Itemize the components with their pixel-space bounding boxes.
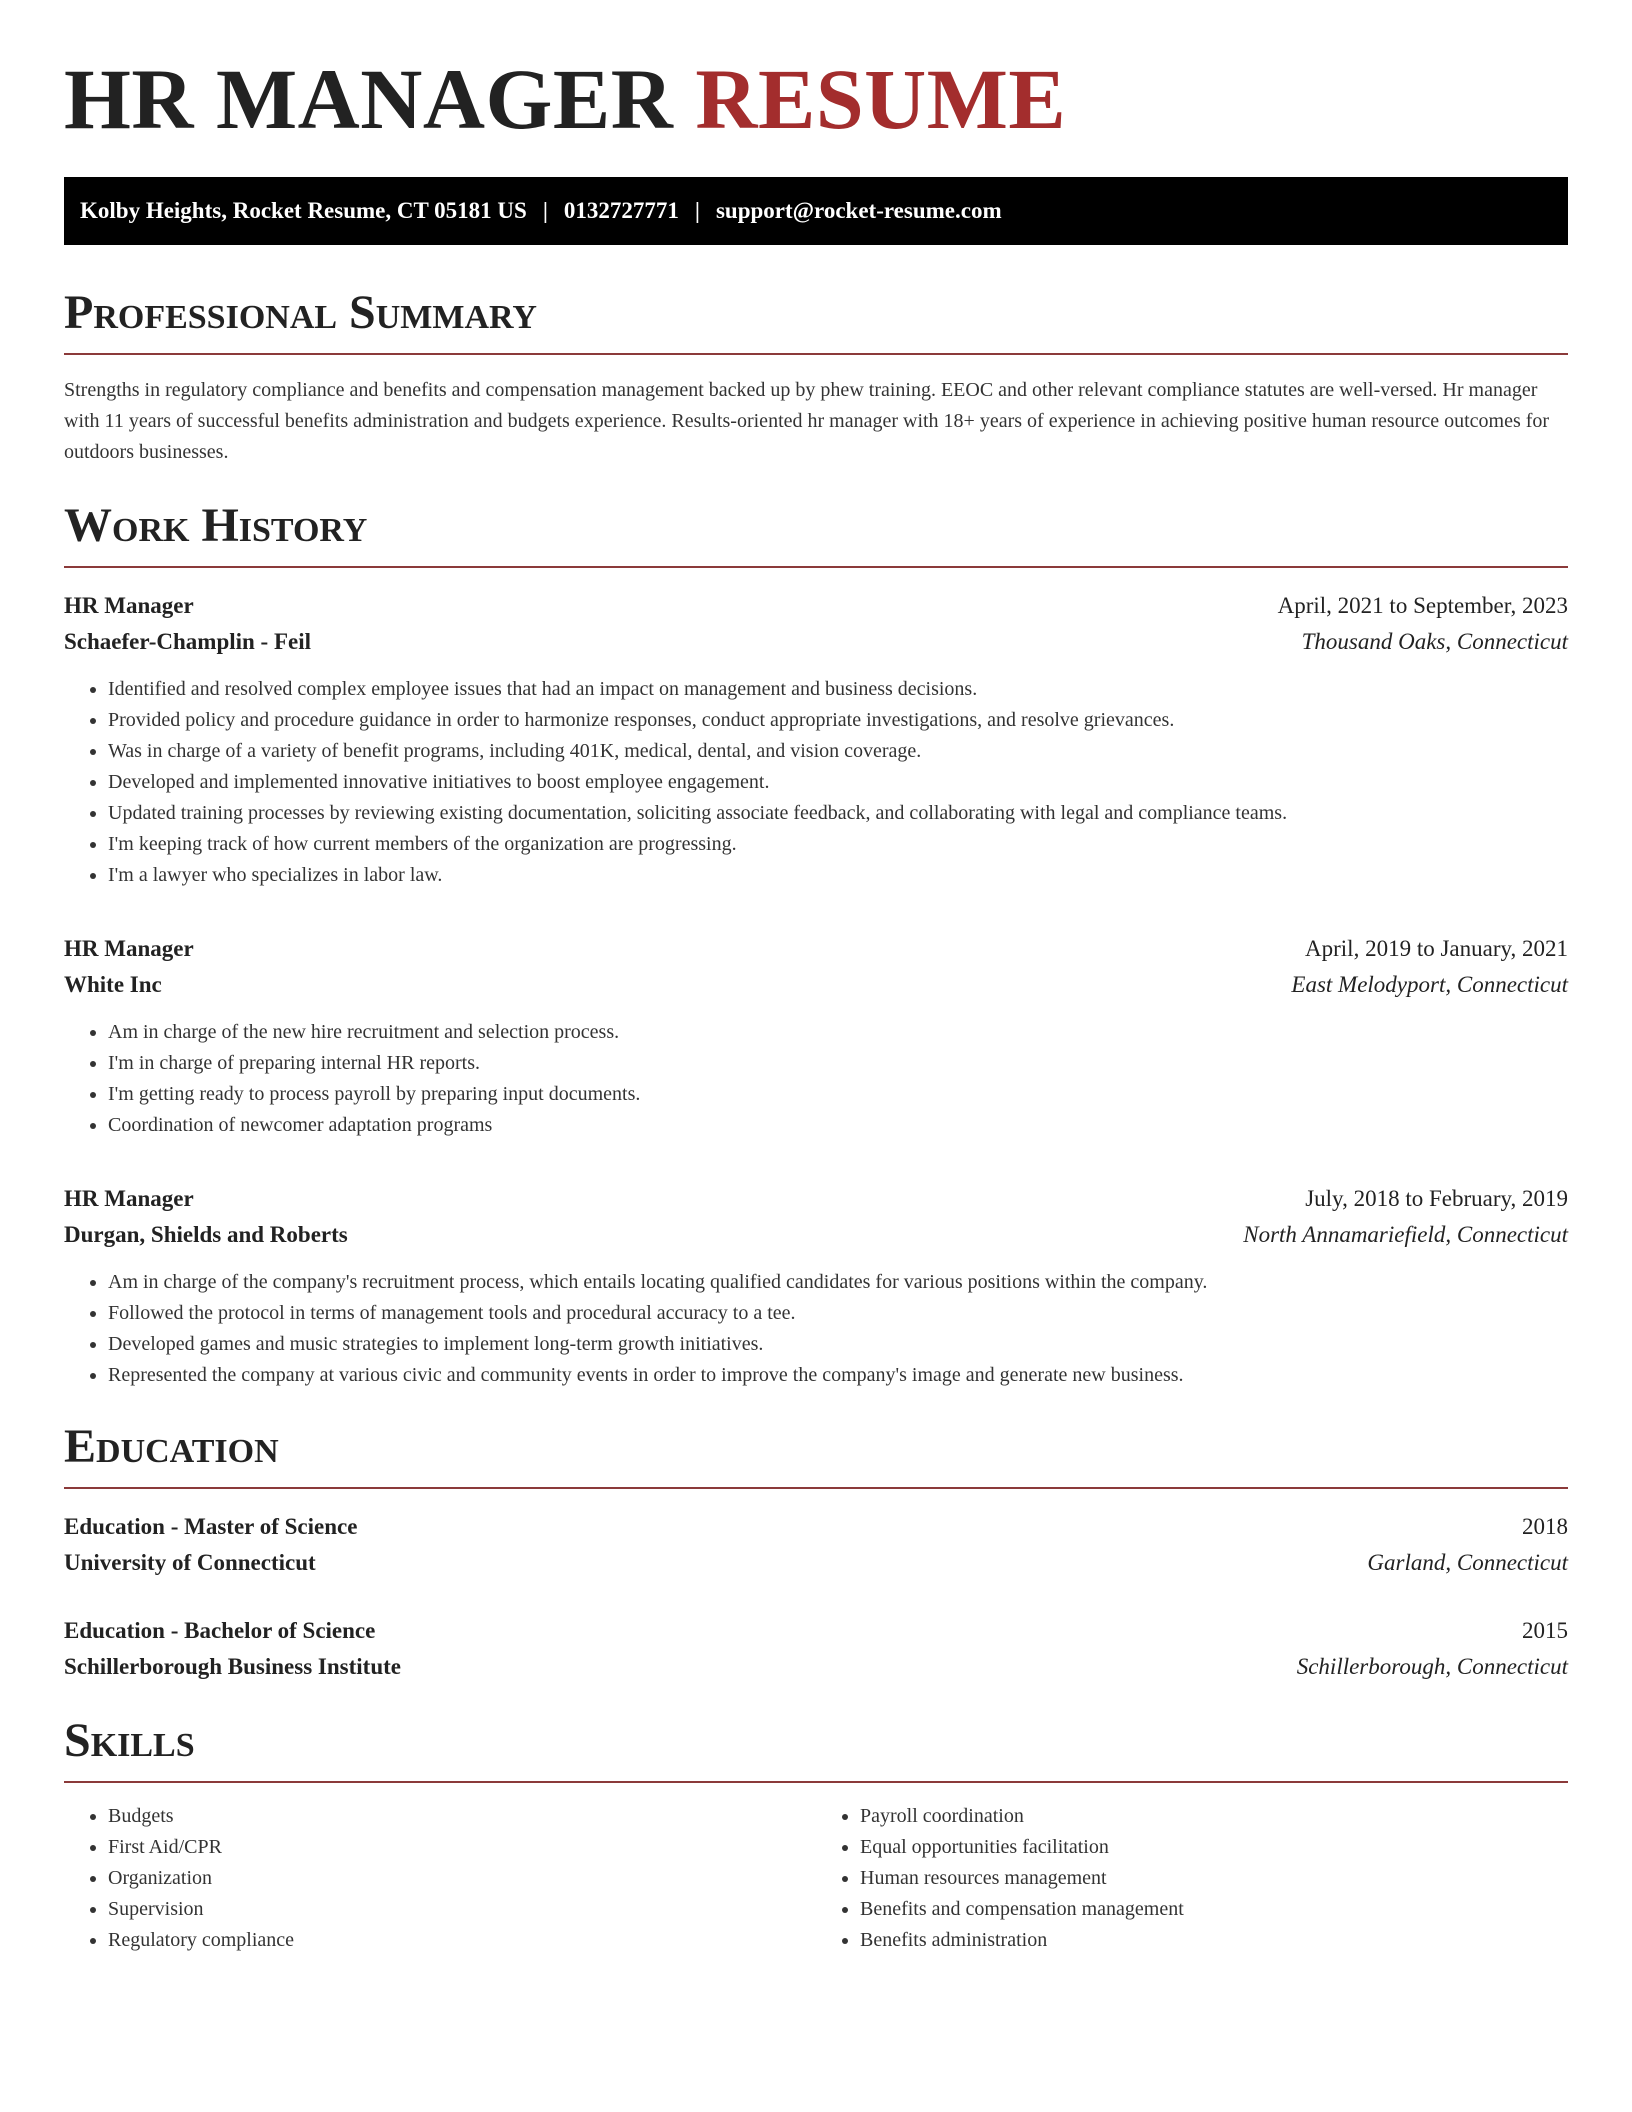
- job-title: HR Manager: [64, 1186, 194, 1212]
- contact-address: Kolby Heights, Rocket Resume, CT 05181 US: [80, 198, 527, 224]
- education-year: 2018: [1522, 1514, 1568, 1540]
- job-bullet: • Represented the company at various civic and community events in order to improve the company's image and generate new business.: [108, 1360, 1568, 1391]
- job-company: Schaefer-Champlin - Feil: [64, 629, 312, 655]
- education-location: Garland, Connecticut: [1367, 1550, 1568, 1576]
- skills-columns: [64, 1801, 1568, 1956]
- skills-left-list: [64, 1801, 816, 1956]
- job-title: HR Manager: [64, 936, 194, 962]
- job-location: East Melodyport, Connecticut: [1291, 972, 1568, 998]
- job-company: White Inc: [64, 972, 162, 998]
- summary-section: [64, 286, 1568, 468]
- skill-item: • Human resources management: [860, 1863, 1568, 1894]
- job-bullet: • Am in charge of the company's recruitment process, which entails locating qualified candidates for various positions within the company.: [108, 1267, 1568, 1298]
- contact-separator: |: [542, 198, 548, 224]
- job-bullet: • Followed the protocol in terms of management tools and procedural accuracy to a tee.: [108, 1298, 1568, 1329]
- skills-heading: Skills: [64, 1717, 1568, 1783]
- job-bullet: • Coordination of newcomer adaptation programs: [108, 1110, 1568, 1141]
- work-history-heading: Work History: [64, 502, 1568, 568]
- job-bullet: • Developed games and music strategies to implement long-term growth initiatives.: [108, 1329, 1568, 1360]
- summary-heading: Professional Summary: [64, 289, 1568, 355]
- education-degree: Education - Master of Science: [64, 1514, 358, 1540]
- education-school: University of Connecticut: [64, 1550, 316, 1576]
- work-history-section: [64, 499, 1568, 1391]
- job-bullet: • Updated training processes by reviewing existing documentation, soliciting associate feedback, and collaborating with legal and compliance teams.: [108, 798, 1568, 829]
- job-bullets: [64, 1017, 1568, 1141]
- skill-item: • Benefits administration: [860, 1925, 1568, 1956]
- education-school: Schillerborough Business Institute: [64, 1654, 401, 1680]
- resume-title: [64, 48, 1568, 151]
- job-bullet: • I'm in charge of preparing internal HR reports.: [108, 1048, 1568, 1079]
- skill-item: • Regulatory compliance: [108, 1925, 816, 1956]
- contact-bar: [64, 177, 1568, 245]
- job-bullet: • Provided policy and procedure guidance in order to harmonize responses, conduct appropriate investigations, and resolve grievances.: [108, 705, 1568, 736]
- job-title: HR Manager: [64, 593, 194, 619]
- education-heading: Education: [64, 1423, 1568, 1489]
- skill-item: • Organization: [108, 1863, 816, 1894]
- skill-item: • Budgets: [108, 1801, 816, 1832]
- skill-item: • Payroll coordination: [860, 1801, 1568, 1832]
- job-bullet: • Identified and resolved complex employee issues that had an impact on management and business decisions.: [108, 674, 1568, 705]
- summary-text: Strengths in regulatory compliance and benefits and compensation management backed up by phew training. EEOC and other relevant compliance statutes are well-versed. Hr manager with 11 years of successful benefits administration and budgets experience. Results-oriented hr manager with 18+ years of experience in achieving positive human resource outcomes for outdoors businesses.: [64, 379, 1550, 464]
- title-main: HR MANAGER: [64, 51, 674, 147]
- job-location: North Annamariefield, Connecticut: [1243, 1222, 1568, 1248]
- education-location: Schillerborough, Connecticut: [1296, 1654, 1568, 1680]
- job-location: Thousand Oaks, Connecticut: [1301, 629, 1568, 655]
- contact-separator: |: [694, 198, 700, 224]
- education-entry: [64, 1509, 1568, 1581]
- job-bullets: [64, 674, 1568, 891]
- education-section: [64, 1420, 1568, 1685]
- job-dates: April, 2019 to January, 2021: [1305, 936, 1568, 962]
- skills-section: [64, 1714, 1568, 1956]
- job-bullets: [64, 1267, 1568, 1391]
- job-bullet: • I'm a lawyer who specializes in labor law.: [108, 860, 1568, 891]
- skill-item: • Equal opportunities facilitation: [860, 1832, 1568, 1863]
- title-accent: RESUME: [695, 51, 1067, 147]
- contact-phone: 0132727771: [563, 198, 679, 224]
- job-entry: [64, 588, 1568, 891]
- job-dates: April, 2021 to September, 2023: [1277, 593, 1568, 619]
- job-bullet: • Developed and implemented innovative initiatives to boost employee engagement.: [108, 767, 1568, 798]
- skill-item: • First Aid/CPR: [108, 1832, 816, 1863]
- job-company: Durgan, Shields and Roberts: [64, 1222, 348, 1248]
- skill-item: • Benefits and compensation management: [860, 1894, 1568, 1925]
- job-entry: [64, 931, 1568, 1141]
- skill-item: • Supervision: [108, 1894, 816, 1925]
- job-entry: [64, 1181, 1568, 1391]
- education-degree: Education - Bachelor of Science: [64, 1618, 376, 1644]
- education-year: 2015: [1522, 1618, 1568, 1644]
- job-bullet: • I'm keeping track of how current members of the organization are progressing.: [108, 829, 1568, 860]
- skills-right-list: [816, 1801, 1568, 1956]
- contact-email: support@rocket-resume.com: [715, 198, 1002, 224]
- education-entry: [64, 1613, 1568, 1685]
- job-bullet: • Am in charge of the new hire recruitment and selection process.: [108, 1017, 1568, 1048]
- job-bullet: • Was in charge of a variety of benefit programs, including 401K, medical, dental, and vision coverage.: [108, 736, 1568, 767]
- job-bullet: • I'm getting ready to process payroll by preparing input documents.: [108, 1079, 1568, 1110]
- job-dates: July, 2018 to February, 2019: [1305, 1186, 1568, 1212]
